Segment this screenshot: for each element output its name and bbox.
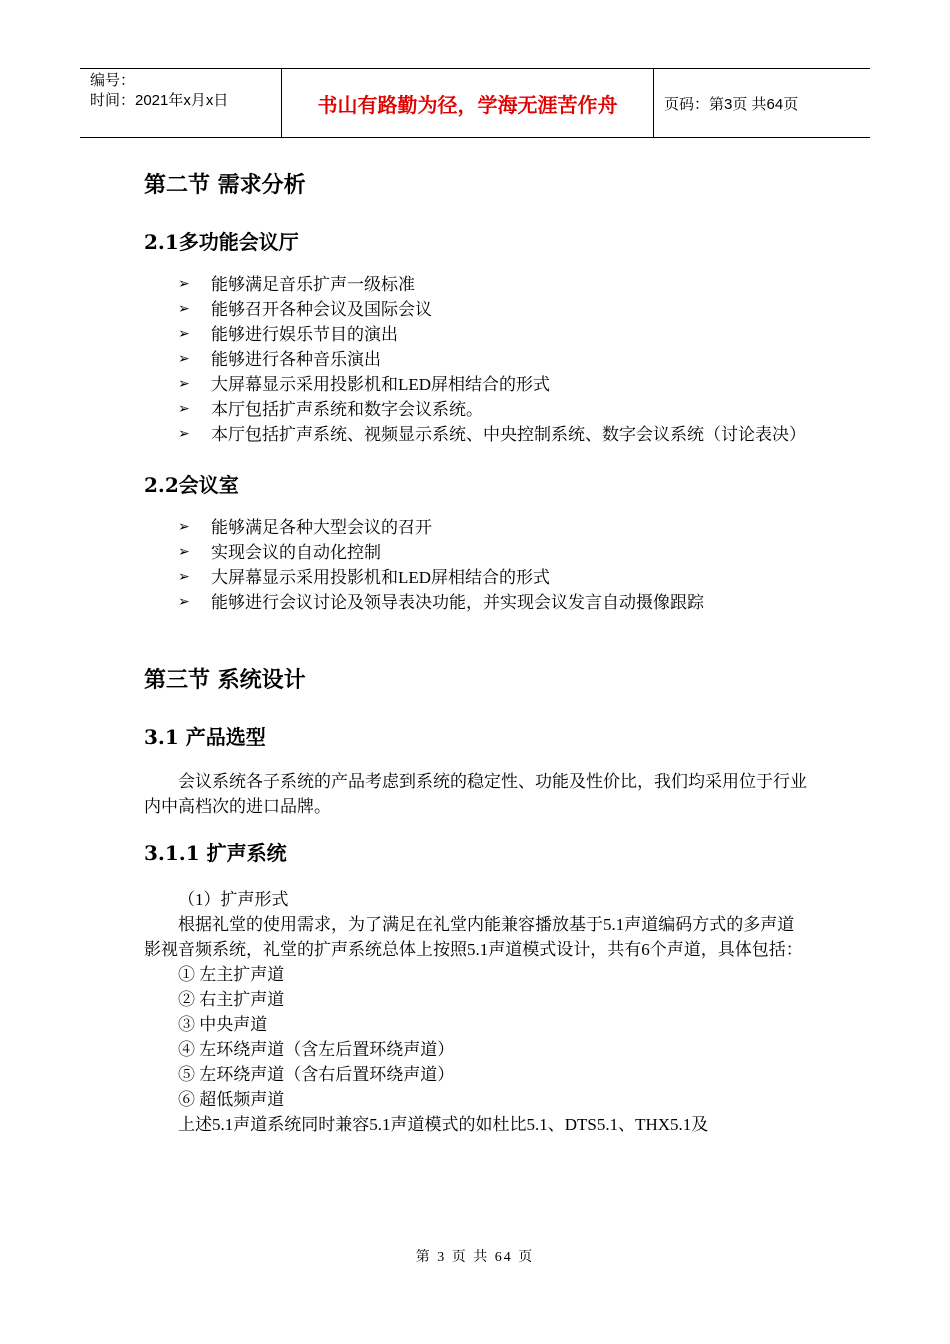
section2-title: 第二节 需求分析 — [144, 172, 306, 198]
section3-sub1-title: 3.1 产品选型 — [144, 725, 266, 749]
arrow-bullet-icon: ➢ — [178, 326, 190, 342]
section3-sub11-title: 3.1.1 扩声系统 — [144, 841, 287, 865]
form-label: （1）扩声形式 — [178, 890, 289, 909]
channel-item: ④ 左环绕声道（含左后置环绕声道） — [178, 1040, 455, 1059]
product-selection-paragraph: 会议系统各子系统的产品考虑到系统的稳定性、功能及性价比，我们均采用位于行业内中高档次的进口品牌。 — [144, 772, 807, 816]
last-line: 上述5.1声道系统同时兼容5.1声道模式的如杜比5.1、DTS5.1、THX5.1及 — [178, 1115, 709, 1134]
arrow-bullet-icon: ➢ — [178, 376, 190, 392]
arrow-bullet-icon: ➢ — [178, 401, 190, 417]
arrow-bullet-icon: ➢ — [178, 519, 190, 535]
list-item: ➢ 大屏幕显示采用投影机和LED屏相结合的形式 — [144, 565, 808, 590]
arrow-bullet-icon: ➢ — [178, 301, 190, 317]
list-item: ➢ 实现会议的自动化控制 — [144, 540, 808, 565]
page-footer: 第 3 页 共 64 页 — [415, 1250, 535, 1265]
number-label: 编号： — [90, 72, 136, 89]
arrow-bullet-icon: ➢ — [178, 426, 190, 442]
header-page-info: 页码：第3页 共64页 — [664, 95, 799, 113]
list-item: ➢ 能够进行娱乐节目的演出 — [144, 322, 808, 347]
list-item: ➢ 大屏幕显示采用投影机和LED屏相结合的形式 — [144, 372, 808, 397]
section2-sub1-title: 2.1多功能会议厅 — [144, 230, 299, 254]
list-item: ➢ 能够进行会议讨论及领导表决功能，并实现会议发言自动摄像跟踪 — [144, 590, 808, 615]
section2-sub2-title: 2.2会议室 — [144, 473, 239, 497]
arrow-bullet-icon: ➢ — [178, 544, 190, 560]
channel-item: ③ 中央声道 — [178, 1015, 268, 1034]
arrow-bullet-icon: ➢ — [178, 569, 190, 585]
sub1-bullet-list — [144, 272, 808, 447]
list-item: ➢ 能够满足各种大型会议的召开 — [144, 515, 808, 540]
channel-item: ② 右主扩声道 — [178, 990, 285, 1009]
sub2-bullet-list — [144, 515, 808, 615]
list-item: ➢ 本厅包括扩声系统、视频显示系统、中央控制系统、数字会议系统（讨论表决） — [144, 422, 808, 447]
page-header — [80, 68, 870, 138]
arrow-bullet-icon: ➢ — [178, 276, 190, 292]
arrow-bullet-icon: ➢ — [178, 594, 190, 610]
list-item: ➢ 能够进行各种音乐演出 — [144, 347, 808, 372]
list-item: ➢ 能够满足音乐扩声一级标准 — [144, 272, 808, 297]
main-content — [144, 160, 808, 1137]
list-item: ➢ 本厅包括扩声系统和数字会议系统。 — [144, 397, 808, 422]
arrow-bullet-icon: ➢ — [178, 351, 190, 367]
channel-item: ⑤ 左环绕声道（含右后置环绕声道） — [178, 1065, 455, 1084]
header-motto: 书山有路勤为径，学海无涯苦作舟 — [282, 69, 654, 137]
section3-title: 第三节 系统设计 — [144, 667, 306, 693]
list-item: ➢ 能够召开各种会议及国际会议 — [144, 297, 808, 322]
time-label: 时间：2021年x月x日 — [90, 92, 229, 109]
header-left-cell — [80, 69, 282, 137]
channel-item: ① 左主扩声道 — [178, 965, 285, 984]
channel-item: ⑥ 超低频声道 — [178, 1090, 285, 1109]
form-paragraph: 根据礼堂的使用需求，为了满足在礼堂内能兼容播放基于5.1声道编码方式的多声道影视音频系统，礼堂的扩声系统总体上按照5.1声道模式设计，共有6个声道，具体包括： — [144, 915, 803, 959]
